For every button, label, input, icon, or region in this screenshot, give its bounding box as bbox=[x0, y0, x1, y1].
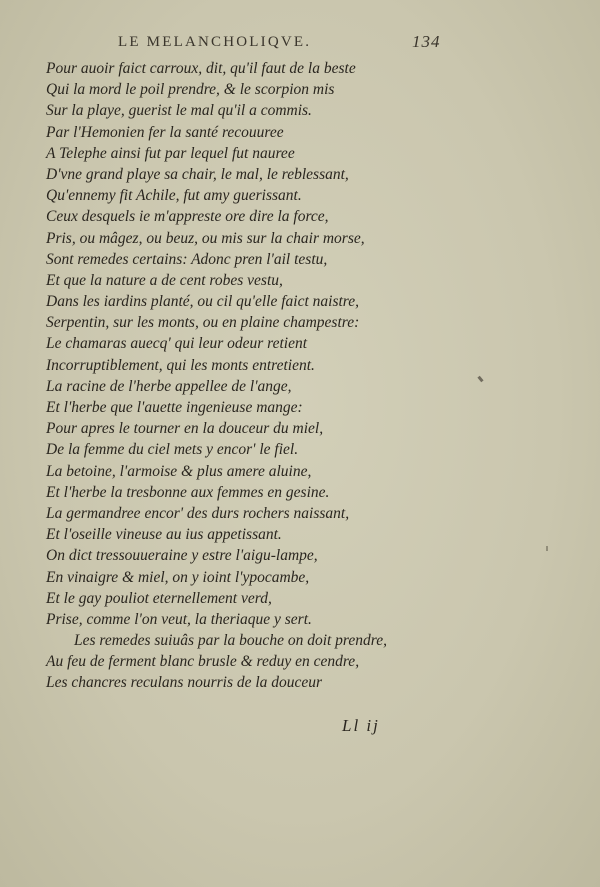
verse-line: Incorruptiblement, qui les monts entretient. bbox=[46, 356, 315, 374]
verse-line: Pris, ou mâgez, ou beuz, ou mis sur la chair morse, bbox=[46, 229, 365, 247]
verse-block bbox=[46, 58, 566, 694]
verse-line: Pour apres le tourner en la douceur du miel, bbox=[46, 420, 324, 438]
verse-line: A Telephe ainsi fut par lequel fut nauree bbox=[46, 144, 295, 162]
verse-line: Les remedes suiuâs par la bouche on doit prendre, bbox=[74, 632, 387, 650]
running-title: LE MELANCHOLIQVE. bbox=[118, 34, 312, 50]
verse-line: Et que la nature a de cent robes vestu, bbox=[46, 271, 283, 289]
verse-line: Sur la playe, guerist le mal qu'il a commis. bbox=[46, 102, 312, 120]
verse-line: La racine de l'herbe appellee de l'ange, bbox=[46, 377, 292, 395]
page-header bbox=[0, 30, 600, 56]
verse-line: Serpentin, sur les monts, ou en plaine champestre: bbox=[46, 314, 360, 332]
signature-mark: Ll ij bbox=[342, 716, 380, 735]
verse-line: Et l'oseille vineuse au ius appetissant. bbox=[46, 526, 282, 544]
verse-line: Ceux desquels ie m'appreste ore dire la force, bbox=[46, 208, 329, 226]
verse-line: Prise, comme l'on veut, la theriaque y sert. bbox=[46, 610, 312, 628]
verse-line: Au feu de ferment blanc brusle & reduy en cendre, bbox=[46, 653, 360, 671]
verse-line: Les chancres reculans nourris de la douceur bbox=[46, 674, 323, 692]
verse-line: Qu'ennemy fit Achile, fut amy guerissant. bbox=[46, 187, 302, 205]
page-number: 134 bbox=[412, 32, 441, 51]
verse-line: Dans les iardins planté, ou cil qu'elle faict naistre, bbox=[46, 293, 359, 311]
ink-speck bbox=[546, 546, 548, 551]
verse-line: Le chamaras auecq' qui leur odeur retient bbox=[46, 335, 308, 353]
verse-line: Et le gay pouliot eternellement verd, bbox=[46, 589, 272, 607]
verse-line: Sont remedes certains: Adonc pren l'ail testu, bbox=[46, 250, 328, 268]
verse-line: En vinaigre & miel, on y ioint l'ypocambe, bbox=[46, 568, 310, 586]
verse-line: Et l'herbe la tresbonne aux femmes en gesine. bbox=[46, 483, 330, 501]
verse-line: On dict tressouueraine y estre l'aigu-lampe, bbox=[46, 547, 318, 565]
verse-line: Et l'herbe que l'auette ingenieuse mange: bbox=[46, 399, 303, 416]
verse-line: Par l'Hemonien fer la santé recouuree bbox=[46, 123, 284, 141]
verse-line: Qui la mord le poil prendre, & le scorpion mis bbox=[46, 81, 335, 99]
verse-line: De la femme du ciel mets y encor' le fiel. bbox=[46, 441, 299, 459]
verse-line: La betoine, l'armoise & plus amere aluine, bbox=[46, 462, 312, 480]
verse-line: Pour auoir faict carroux, dit, qu'il faut de la beste bbox=[46, 60, 356, 77]
verse-line: D'vne grand playe sa chair, le mal, le reblessant, bbox=[46, 165, 349, 183]
verse-line: La germandree encor' des durs rochers naissant, bbox=[46, 504, 350, 522]
